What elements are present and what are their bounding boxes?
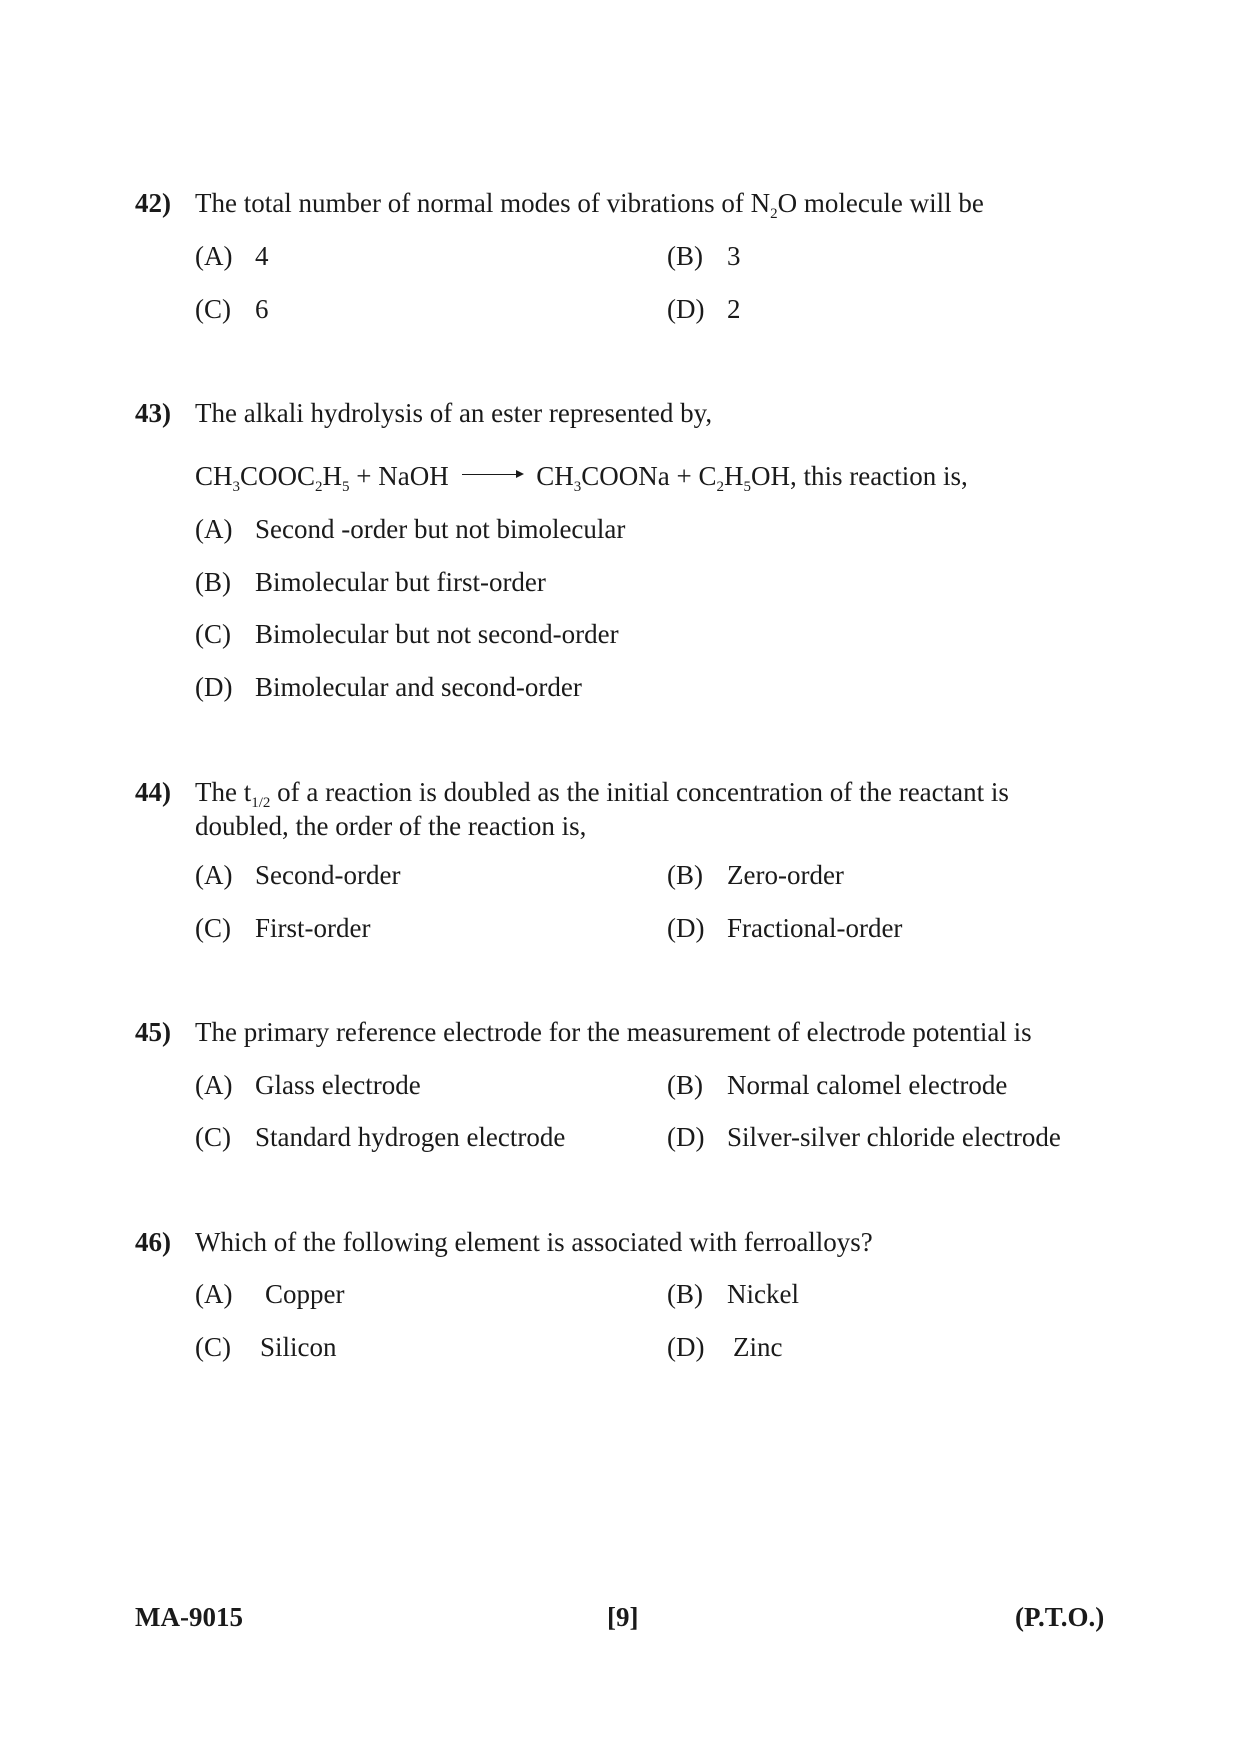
option-c: (C) Silicon (195, 1332, 337, 1362)
option-b: (B) Nickel (667, 1279, 799, 1309)
paper-code: MA-9015 (135, 1602, 243, 1632)
question-number: 45) (135, 1017, 171, 1047)
option-c: (C) 6 (195, 294, 269, 324)
question-text: The $t_{1/2}$ of a reaction is doubled as the initial concentration of the reactant is (195, 777, 1009, 811)
question-46 (135, 1225, 1095, 1259)
question-text-line-2: doubled, the order of the reaction is, (195, 811, 587, 841)
question-number: 42) (135, 188, 171, 218)
option-a: (A) Copper (195, 1279, 345, 1309)
question-text: The alkali hydrolysis of an ester represented by, (195, 398, 713, 428)
reaction-arrow-icon (462, 468, 524, 480)
question-45 (135, 1015, 1095, 1049)
option-c: (C) Standard hydrogen electrode (195, 1122, 566, 1152)
please-turn-over: (P.T.O.) (1015, 1602, 1105, 1632)
option-d: (D) Fractional-order (667, 913, 903, 943)
option-a: (A) Second -order but not bimolecular (195, 514, 626, 544)
option-d: (D) 2 (667, 294, 741, 324)
option-a: (A) Second-order (195, 860, 401, 890)
option-b: (B) 3 (667, 241, 741, 271)
option-d: (D) Bimolecular and second-order (195, 672, 582, 702)
option-a: (A) 4 (195, 241, 269, 271)
option-d: (D) Zinc (667, 1332, 783, 1362)
page-number: [9] (607, 1602, 639, 1632)
question-43 (135, 396, 1095, 430)
question-42 (135, 186, 1095, 220)
question-number: 43) (135, 398, 171, 428)
question-44 (135, 775, 1095, 841)
question-text: The total number of normal modes of vibrations of $N_2O$ molecule will be (195, 188, 984, 222)
question-number: 44) (135, 777, 171, 807)
option-b: (B) Normal calomel electrode (667, 1070, 1008, 1100)
reaction-equation: $CH_3COOC_2H_5$ + NaOH $CH_3COONa + C_2H_5OH$, this reaction is, (195, 461, 968, 495)
option-d: (D) Silver-silver chloride electrode (667, 1122, 1061, 1152)
option-c: (C) Bimolecular but not second-order (195, 619, 619, 649)
question-text: The primary reference electrode for the measurement of electrode potential is (195, 1017, 1032, 1047)
question-number: 46) (135, 1227, 171, 1257)
option-c: (C) First-order (195, 913, 371, 943)
option-b: (B) Bimolecular but first-order (195, 567, 546, 597)
option-a: (A) Glass electrode (195, 1070, 421, 1100)
question-text: Which of the following element is associated with ferroalloys? (195, 1227, 873, 1257)
option-b: (B) Zero-order (667, 860, 844, 890)
